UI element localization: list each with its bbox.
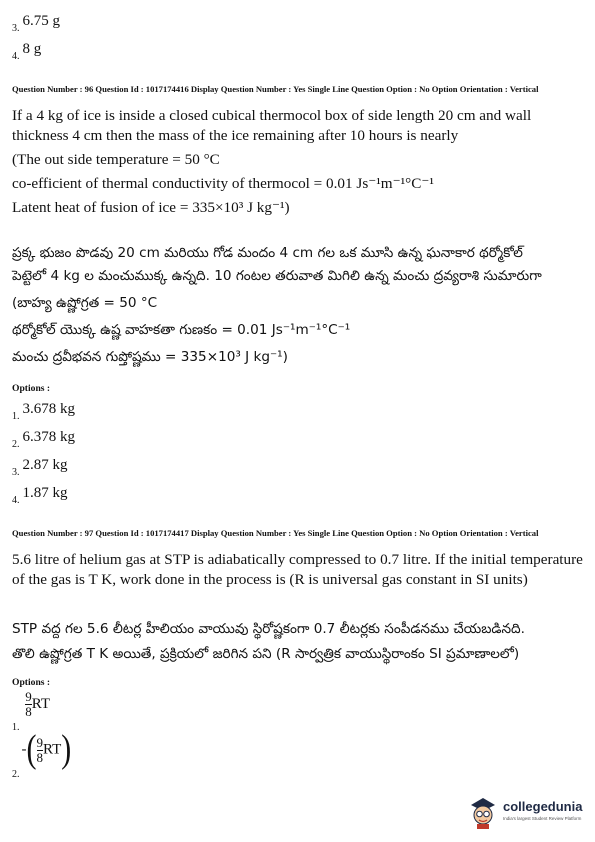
- q97-option-2[interactable]: $_{2.}$-( $\frac{9}{8}$ RT): [12, 727, 72, 781]
- q96-english-text: [12, 106, 587, 218]
- q96-te-line: ప్రక్క భుజం పొడవు 20 cm మరియు గోడ మందం 4 cm గల ఒక మూసి ఉన్న ఘనాకార థర్మోకోల్: [12, 245, 523, 261]
- q97-en-line: of the gas is T K, work done in the process is (R is universal gas constant in SI units): [12, 571, 528, 588]
- q96-option-1[interactable]: 1. 3.678 kg: [12, 401, 75, 422]
- q97-english-text: [12, 550, 587, 590]
- q96-en-line: (The out side temperature = 50 °C: [12, 151, 220, 168]
- q96-meta: Question Number : 96 Question Id : 1017174416 Display Question Number : Yes Single Line Question Option : No Option Orientation : Vertical: [12, 84, 539, 94]
- fraction: $\frac{9}{8}$: [36, 734, 43, 765]
- q97-meta: Question Number : 97 Question Id : 1017174417 Display Question Number : Yes Single Line Question Option : No Option Orientation : Vertical: [12, 528, 539, 538]
- q97-te-line: STP వద్ద గల 5.6 లీటర్ల హీలియం వాయువు స్థిరోష్ణకంగా 0.7 లీటర్లకు సంపీడనము చేయబడినది.: [12, 621, 525, 637]
- left-paren: (: [26, 727, 37, 771]
- q96-en-line: If a 4 kg of ice is inside a closed cubical thermocol box of side length 20 cm and wall: [12, 107, 532, 124]
- q96-te-line: (బాహ్య ఉష్ణోగ్రత = 50 °C: [12, 295, 158, 311]
- q97-telugu-text: [12, 618, 587, 666]
- q96-option-4[interactable]: 4. 1.87 kg: [12, 485, 68, 506]
- prev-option-3: 3. 6.75 g: [12, 13, 60, 34]
- brand-tagline: India's largest Student Review Platform: [503, 816, 582, 821]
- brand-name: collegedunia: [503, 799, 583, 814]
- q97-en-line: 5.6 litre of helium gas at STP is adiabatically compressed to 0.7 litre. If the initial temperature: [12, 551, 583, 568]
- collegedunia-logo: [467, 795, 583, 831]
- mascot-icon: [467, 795, 499, 829]
- q96-en-line: thickness 4 cm then the mass of the ice remaining after 10 hours is nearly: [12, 127, 459, 144]
- q97-te-line: తొలి ఉష్ణోగ్రత T K అయితే, ప్రక్రియలో జరిగిన పని (R సార్వత్రిక వాయుస్థిరాంకం SI ప్రమాణాలలో): [12, 646, 520, 662]
- q97-option-1[interactable]: $_{1.}$ $\frac{9}{8}$ RT: [12, 689, 51, 733]
- right-paren: ): [61, 727, 72, 771]
- q96-option-3[interactable]: 3. 2.87 kg: [12, 457, 68, 478]
- q96-en-line: Latent heat of fusion of ice = 335×10³ J kg⁻¹): [12, 199, 290, 216]
- q96-telugu-text: [12, 242, 587, 369]
- fraction: $\frac{9}{8}$: [25, 689, 32, 719]
- q96-te-line: థర్మోకోల్ యొక్క ఉష్ణ వాహకతా గుణకం = 0.01 Js⁻¹m⁻¹°C⁻¹: [12, 322, 351, 338]
- q96-en-line: co-efficient of thermal conductivity of thermocol = 0.01 Js⁻¹m⁻¹°C⁻¹: [12, 175, 434, 192]
- q96-options-label: Options :: [12, 383, 51, 394]
- q96-te-line: పెట్టెలో 4 kg ల మంచుముక్క ఉన్నది. 10 గంటల తరువాత మిగిలి ఉన్న మంచు ద్రవ్యరాశి సుమారుగా: [12, 268, 542, 284]
- q96-te-line: మంచు ద్రవీభవన గుప్తోష్ణము = 335×10³ J kg⁻¹): [12, 349, 288, 365]
- q97-options-label: Options :: [12, 677, 51, 688]
- prev-option-4: 4. 8 g: [12, 41, 42, 62]
- q96-option-2[interactable]: 2. 6.378 kg: [12, 429, 75, 450]
